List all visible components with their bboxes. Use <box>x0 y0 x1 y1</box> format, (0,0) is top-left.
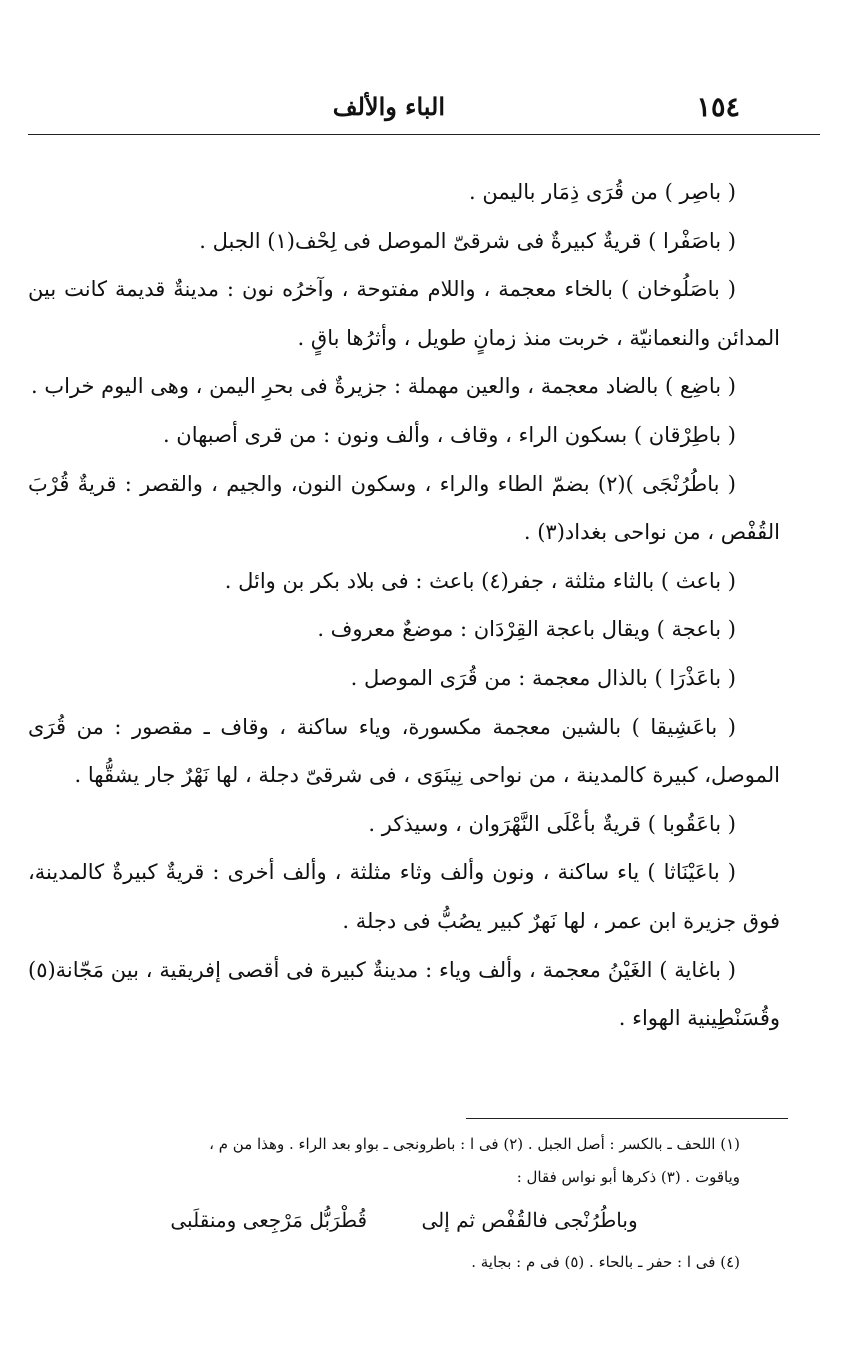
verse <box>28 1194 780 1246</box>
page-number: ١٥٤ <box>696 92 740 123</box>
entry-baturunja: ( باطُرُنْجَى )(٢) بضمّ الطاء والراء ، وسكون النون، والجيم ، والقصر : قريةٌ قُرْبَ القُفْص ، من نواحى بغداد(٣) . <box>28 471 780 545</box>
entry-badi: ( باضِع ) بالضاد معجمة ، والعين مهملة : جزيرةٌ فى بحرِ اليمن ، وهى اليوم خراب . <box>30 374 736 399</box>
footnote-line-3: (٤) فى ا : حفر ـ بالحاء . (٥) فى م : بجاية . <box>471 1253 740 1271</box>
dictionary-entries <box>28 168 780 1043</box>
entry-baashiqa: ( باعَشِيقا ) بالشين معجمة مكسورة، وياء ساكنة ، وقاف ـ مقصور : من قُرَى الموصل، كبيرة كالمدينة ، من نواحى نِينَوَى ، فى شرقىّ دجلة ، لها نَهْرٌ جار يشقُّها . <box>28 714 780 788</box>
entry-baaquba: ( باعَقُوبا ) قريةٌ بأعْلَى النَّهْرَوان ، وسيذكر . <box>368 811 736 836</box>
entry-basalukhan: ( باصَلُوخان ) بالخاء معجمة ، واللام مفتوحة ، وآخرُه نون : مدينةٌ قديمة كانت بين المدائن والنعمانيّة ، خربت منذ زمانٍ طويل ، وأثرُها باقٍ . <box>28 277 780 350</box>
verse-hemistich-right: وباطُرُنْجى فالقُفْص ثم إلى <box>421 1208 638 1232</box>
entry-baadhra: ( باعَذْرَا ) بالذال معجمة : من قُرَى الموصل . <box>350 665 736 690</box>
entry-baainatha: ( باعَيْنَاثا ) ياء ساكنة ، ونون وألف وثاء مثلثة ، وألف أخرى : قريةٌ كبيرةٌ كالمدينة، فوق جزيرة ابن عمر ، لها نَهرٌ كبير يصُبُّ فى دجلة . <box>28 860 780 933</box>
entry-baija: ( باعجة ) ويقال باعجة القِرْدَان : موضعٌ معروف . <box>317 617 736 642</box>
header-rule <box>28 134 820 135</box>
page-header <box>28 88 820 128</box>
footnote-line-1: (١) اللحف ـ بالكسر : أصل الجبل . (٢) فى ا : باطرونجى ـ بواو بعد الراء . وهذا من م ، <box>209 1135 740 1153</box>
footnote-rule <box>466 1118 788 1119</box>
entry-basafra: ( باصَفْرا ) قريةٌ كبيرةٌ فى شرقىّ الموصل فى لِحْف(١) الجبل . <box>199 228 736 253</box>
verse-hemistich-left: قُطْرَبُّل مَرْجِعى ومنقلَبى <box>170 1208 368 1232</box>
entry-baith: ( باعث ) بالثاء مثلثة ، جفر(٤) باعث : فى بلاد بكر بن وائل . <box>224 568 736 593</box>
footnote-line-2: وياقوت . (٣) ذكرها أبو نواس فقال : <box>516 1168 740 1186</box>
entry-basir: ( باصِر ) من قُرَى ذِمَار باليمن . <box>469 180 736 204</box>
footnotes <box>28 1128 780 1279</box>
entry-baghaya: ( باغاية ) الغَيْنُ معجمة ، وألف وياء : مدينةٌ كبيرة فى أقصى إفريقية ، بين مَجّانة(٥) وقُسَنْطِينية الهواء . <box>28 957 780 1031</box>
entry-batirqan: ( باطِرْقان ) بسكون الراء ، وقاف ، وألف ونون : من قرى أصبهان . <box>162 422 736 447</box>
running-title: الباء والألف <box>332 92 445 121</box>
